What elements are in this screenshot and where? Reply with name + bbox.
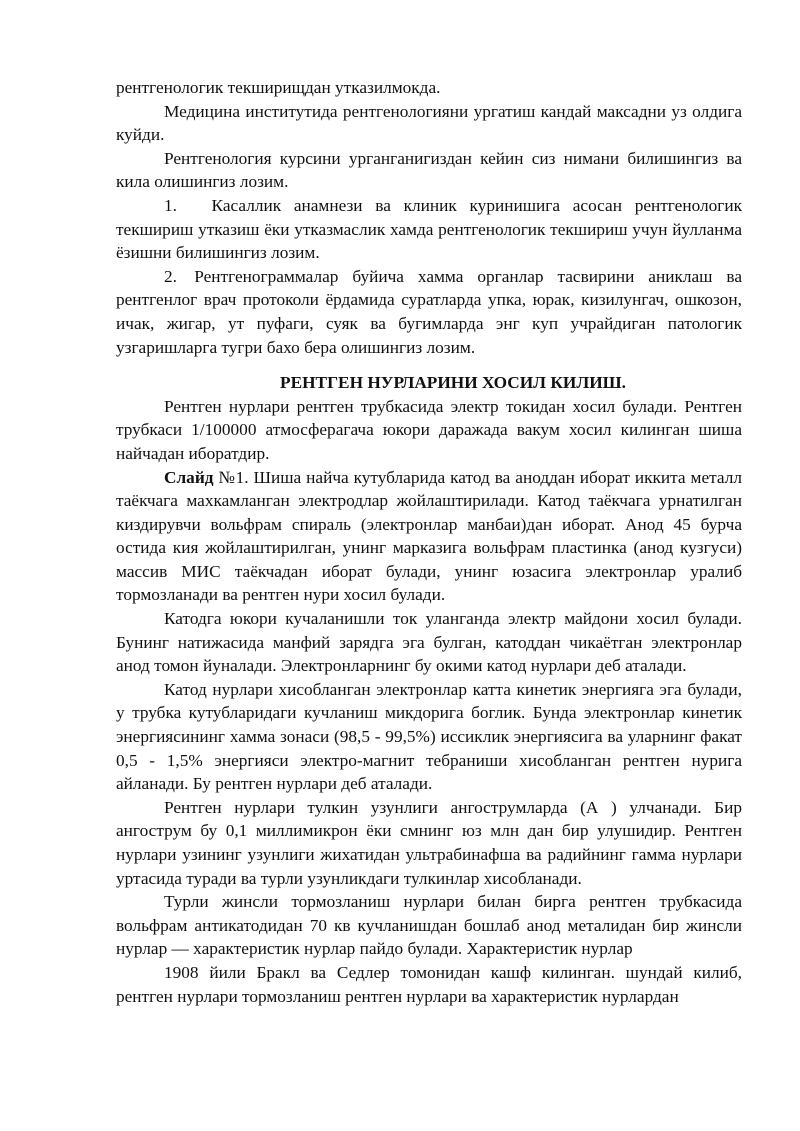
paragraph: Медицина институтида рентгенологияни ургатиш кандай максадни уз олдига куйди. (116, 101, 742, 145)
paragraph: рентгенологик текширищдан утказилмокда. (116, 78, 441, 97)
list-item: 2. Рентгенограммалар буйича хамма органлар тасвирини аниклаш ва рентгенлог врач протоколи ёрдамида суратларда упка, юрак, кизилунгач, ошкозон, ичак, жигар, ут пуфаги, суяк ва бугимларда энг куп учрайдиган патологик узгаришларга тугри бахо бера олишингиз лозим. (116, 266, 742, 357)
list-item: 1. Касаллик анамнези ва клиник куринишига асосан рентгенологик текшириш утказиш ёки утказмаслик хамда рентгенологик текшириш учун йулланма ёзишни билишингиз лозим. (116, 195, 742, 263)
slide-text: №1. Шиша найча кутубларида катод ва аноддан иборат иккита металл таёкчага махкамланган электродлар жойлаштирилади. Катод таёкчага урнатилган киздирувчи вольфрам спираль (электронлар манбаи)дан иборат. Анод 45 бурча остида кия жойлаштирилган, унинг марказига вольфрам пластинка (анод кузгуси) массив МИС таёкчадан иборат булади, унинг юзасига электронлар уралиб тормозланади ва рентген нури хосил булади. (116, 467, 742, 605)
paragraph: Рентген нурлари рентген трубкасида электр токидан хосил булади. Рентген трубкаси 1/100000 атмосферагача юкори даражада вакум хосил килинган шиша найчадан иборатдир. (116, 396, 742, 463)
paragraph: Турли жинсли тормозланиш нурлари билан бирга рентген трубкасида вольфрам антикатодидан 70 кв кучланишдан бошлаб анод металидан бир жинсли нурлар — характеристик нурлар пайдо булади. Характеристик нурлар (116, 892, 742, 959)
paragraph: 1908 йили Бракл ва Седлер томонидан кашф килинган. шундай килиб, рентген нурлари тормозланиш рентген нурлари ва характеристик нурлардан (116, 962, 742, 1006)
document-body (116, 76, 742, 1008)
paragraph: Рентгенология курсини урганганигиздан кейин сиз нимани билишингиз ва кила олишингиз лозим. (116, 148, 742, 192)
paragraph: Катод нурлари хисобланган электронлар катта кинетик энергияга эга булади, у трубка кутубларидаги кучланиш микдорига боглик. Бунда электронлар кинетик энергиясининг хамма зонаси (98,5 - 99,5%) иссиклик энергиясига ва уларнинг факат 0,5 - 1,5% энергияси электро-магнит тебраниши хисобланган рентген нурига айланади. Бу рентген нурлари деб аталади. (116, 679, 742, 794)
paragraph: Рентген нурлари тулкин узунлиги ангострумларда (А ) улчанади. Бир ангострум бу 0,1 миллимикрон ёки смнинг юз млн дан бир улушидир. Рентген нурлари узининг узунлиги жихатидан ультрабинафша ва радийнинг гамма нурлари уртасида туради ва турли узунликдаги тулкинлар хисобланади. (116, 797, 742, 888)
section-heading: РЕНТГЕН НУРЛАРИНИ ХОСИЛ КИЛИШ. (280, 373, 626, 393)
slide-paragraph (116, 466, 742, 608)
slide-label: Слайд (164, 467, 214, 487)
paragraph: Катодга юкори кучаланишли ток уланганда электр майдони хосил булади. Бунинг натижасида манфий зарядга эга булган, катоддан чикаётган электронлар анод томон йуналади. Электронларнинг бу окими катод нурлари деб аталади. (116, 609, 742, 676)
